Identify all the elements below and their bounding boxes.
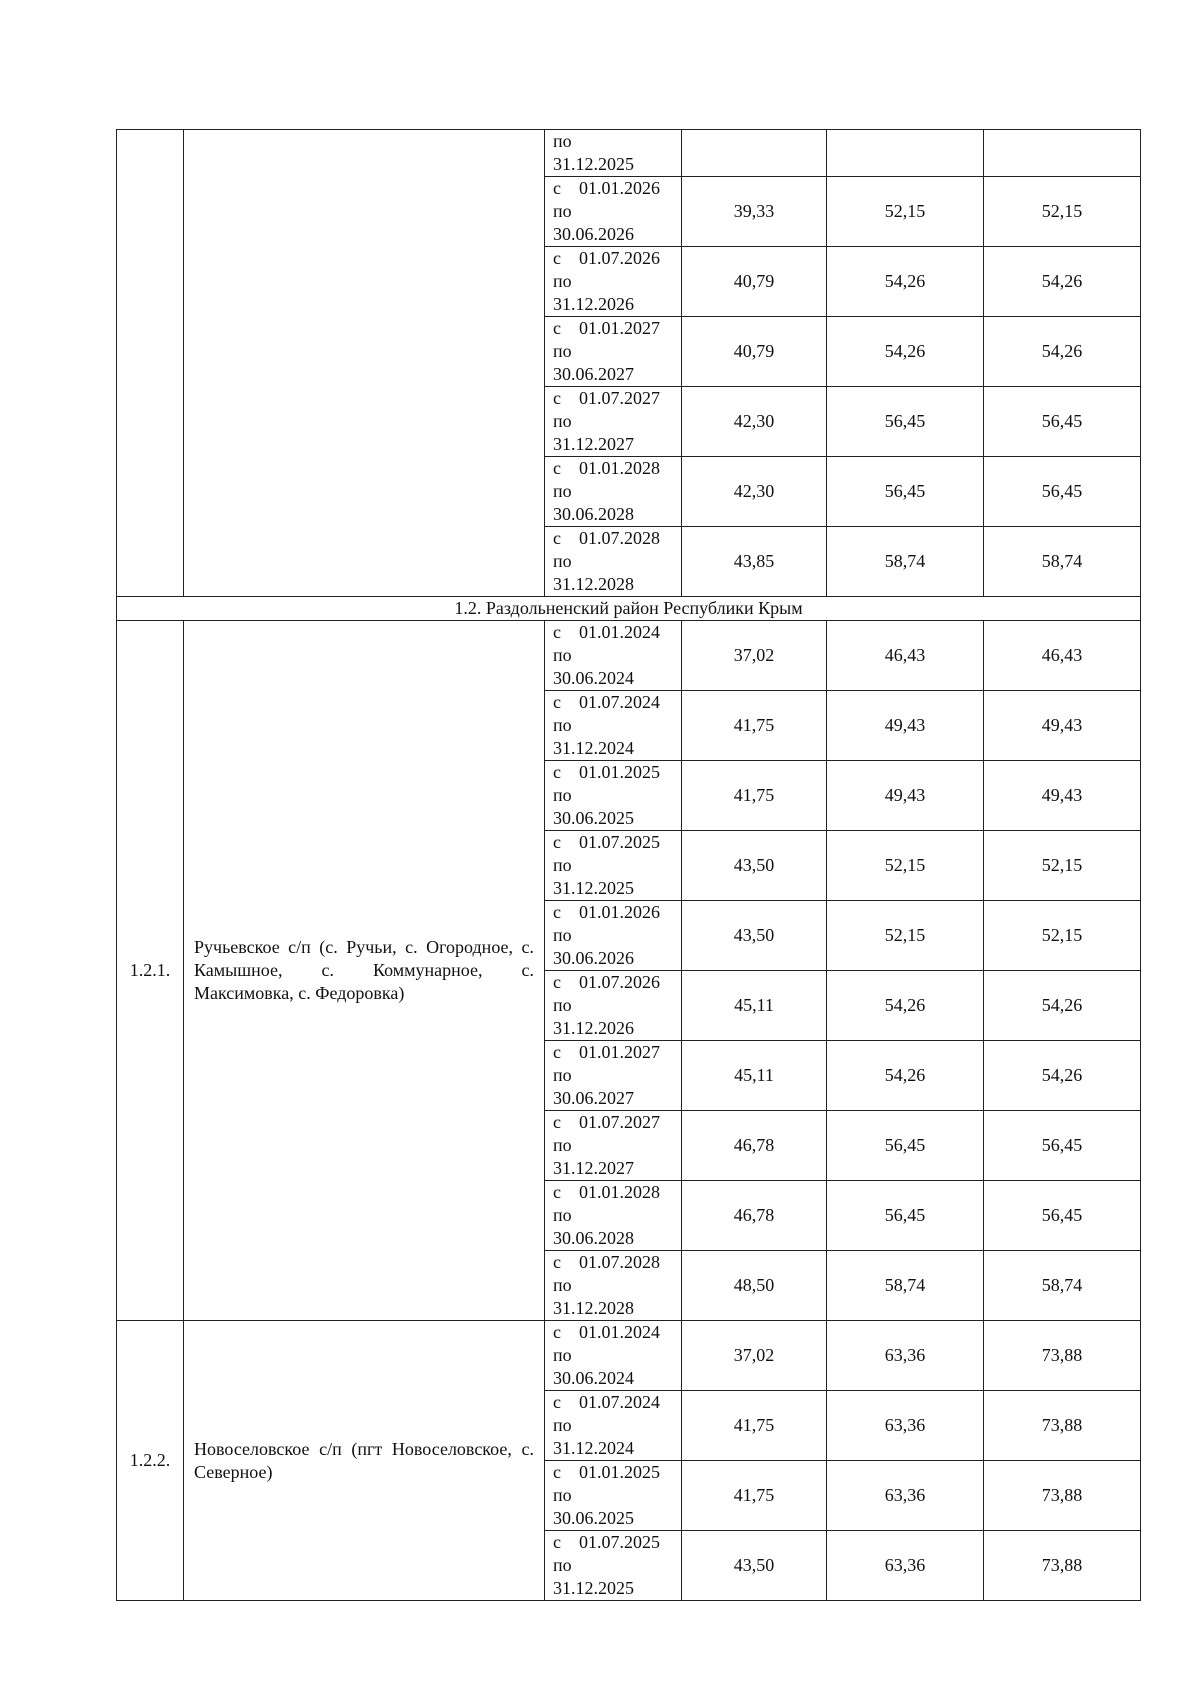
period-from-date: 01.07.2028 <box>579 1252 660 1272</box>
period-to-date: 30.06.2024 <box>553 1368 634 1388</box>
period-to-label: по <box>553 925 572 945</box>
value-3: 52,15 <box>984 177 1141 247</box>
period-from-date: 01.07.2024 <box>579 1392 660 1412</box>
period-to-label: по <box>553 271 572 291</box>
value-3 <box>984 130 1141 177</box>
period-to-date: 31.12.2025 <box>553 1578 634 1598</box>
period-from-label: с <box>553 528 561 548</box>
period-from-date: 01.01.2027 <box>579 1042 660 1062</box>
period-from-label: с <box>553 1392 561 1412</box>
period-cell <box>545 971 682 1041</box>
value-2: 63,36 <box>827 1321 984 1391</box>
period-to-date: 31.12.2026 <box>553 294 634 314</box>
value-3: 73,88 <box>984 1531 1141 1601</box>
period-from-date: 01.01.2027 <box>579 318 660 338</box>
value-3: 49,43 <box>984 691 1141 761</box>
period-to-date: 30.06.2024 <box>553 668 634 688</box>
value-2: 58,74 <box>827 527 984 597</box>
value-3: 56,45 <box>984 1181 1141 1251</box>
value-2: 54,26 <box>827 1041 984 1111</box>
value-1: 37,02 <box>682 1321 827 1391</box>
value-1: 46,78 <box>682 1181 827 1251</box>
period-from-label: с <box>553 1182 561 1202</box>
value-3: 54,26 <box>984 971 1141 1041</box>
period-to-label: по <box>553 341 572 361</box>
period-cell <box>545 1531 682 1601</box>
value-3: 73,88 <box>984 1461 1141 1531</box>
period-to-label: по <box>553 1555 572 1575</box>
period-from-date: 01.07.2025 <box>579 832 660 852</box>
value-3: 73,88 <box>984 1391 1141 1461</box>
period-to-date: 30.06.2028 <box>553 1228 634 1248</box>
period-from-label: с <box>553 1462 561 1482</box>
value-1: 43,85 <box>682 527 827 597</box>
value-1: 41,75 <box>682 691 827 761</box>
value-2: 63,36 <box>827 1461 984 1531</box>
period-from-label: с <box>553 762 561 782</box>
period-from-label: с <box>553 1322 561 1342</box>
value-2: 63,36 <box>827 1531 984 1601</box>
value-1: 46,78 <box>682 1111 827 1181</box>
value-2: 58,74 <box>827 1251 984 1321</box>
section-row <box>117 597 1141 621</box>
period-cell <box>545 177 682 247</box>
period-to-date: 30.06.2025 <box>553 808 634 828</box>
period-cell <box>545 691 682 761</box>
period-to-label: по <box>553 411 572 431</box>
period-to-date: 31.12.2025 <box>553 154 634 174</box>
period-cell <box>545 527 682 597</box>
period-to-date: 30.06.2026 <box>553 224 634 244</box>
period-cell <box>545 387 682 457</box>
period-from-date: 01.07.2028 <box>579 528 660 548</box>
value-3: 49,43 <box>984 761 1141 831</box>
period-to-label: по <box>553 1135 572 1155</box>
value-2: 52,15 <box>827 901 984 971</box>
period-to-date: 30.06.2028 <box>553 504 634 524</box>
period-cell <box>545 1321 682 1391</box>
value-2: 52,15 <box>827 177 984 247</box>
period-from-date: 01.01.2024 <box>579 622 660 642</box>
value-2: 56,45 <box>827 457 984 527</box>
value-1: 41,75 <box>682 1461 827 1531</box>
value-3: 54,26 <box>984 1041 1141 1111</box>
value-2: 49,43 <box>827 691 984 761</box>
period-to-date: 31.12.2026 <box>553 1018 634 1038</box>
section-title: 1.2. Раздольненский район Республики Крым <box>117 597 1141 621</box>
value-3: 56,45 <box>984 387 1141 457</box>
period-from-label: с <box>553 458 561 478</box>
period-cell <box>545 621 682 691</box>
period-from-label: с <box>553 972 561 992</box>
period-to-date: 30.06.2027 <box>553 364 634 384</box>
period-to-date: 31.12.2024 <box>553 1438 634 1458</box>
period-to-label: по <box>553 481 572 501</box>
period-cell <box>545 1251 682 1321</box>
value-2: 54,26 <box>827 317 984 387</box>
period-cell <box>545 1111 682 1181</box>
period-to-label: по <box>553 1205 572 1225</box>
value-3: 54,26 <box>984 317 1141 387</box>
value-1: 41,75 <box>682 761 827 831</box>
period-from-date: 01.01.2024 <box>579 1322 660 1342</box>
value-2: 49,43 <box>827 761 984 831</box>
period-to-label: по <box>553 1065 572 1085</box>
period-from-label: с <box>553 1042 561 1062</box>
period-cell <box>545 1461 682 1531</box>
value-3: 46,43 <box>984 621 1141 691</box>
period-from-date: 01.01.2025 <box>579 762 660 782</box>
table-row <box>117 1321 1141 1391</box>
period-from-label: с <box>553 318 561 338</box>
period-from-date: 01.01.2026 <box>579 178 660 198</box>
value-1: 43,50 <box>682 831 827 901</box>
period-to-date: 31.12.2027 <box>553 434 634 454</box>
period-to-date: 31.12.2024 <box>553 738 634 758</box>
period-from-date: 01.07.2024 <box>579 692 660 712</box>
period-to-date: 30.06.2025 <box>553 1508 634 1528</box>
value-1: 39,33 <box>682 177 827 247</box>
period-from-label: с <box>553 1112 561 1132</box>
value-1: 40,79 <box>682 317 827 387</box>
period-cell <box>545 901 682 971</box>
period-from-label: с <box>553 622 561 642</box>
tariff-table <box>116 129 1141 1601</box>
period-to-date: 30.06.2026 <box>553 948 634 968</box>
period-from-label: с <box>553 178 561 198</box>
value-2: 54,26 <box>827 247 984 317</box>
settlement-name-cell <box>184 130 545 597</box>
value-3: 54,26 <box>984 247 1141 317</box>
period-to-date: 31.12.2028 <box>553 1298 634 1318</box>
value-2: 56,45 <box>827 1111 984 1181</box>
period-from-date: 01.07.2027 <box>579 388 660 408</box>
period-from-date: 01.01.2028 <box>579 1182 660 1202</box>
value-1: 41,75 <box>682 1391 827 1461</box>
value-1 <box>682 130 827 177</box>
value-1: 40,79 <box>682 247 827 317</box>
period-from-date: 01.07.2026 <box>579 972 660 992</box>
period-cell <box>545 1391 682 1461</box>
period-from-date: 01.07.2026 <box>579 248 660 268</box>
period-to-label: по <box>553 995 572 1015</box>
value-3: 52,15 <box>984 901 1141 971</box>
period-cell <box>545 457 682 527</box>
period-to-label: по <box>553 785 572 805</box>
period-to-label: по <box>553 1275 572 1295</box>
period-from-label: с <box>553 1252 561 1272</box>
period-to-label: по <box>553 131 572 151</box>
period-from-label: с <box>553 248 561 268</box>
period-from-label: с <box>553 1532 561 1552</box>
value-2: 56,45 <box>827 387 984 457</box>
period-cell <box>545 1041 682 1111</box>
settlement-name-cell: Новоселовское с/п (пгт Новоселовское, с. Северное) <box>184 1321 545 1601</box>
value-2: 46,43 <box>827 621 984 691</box>
period-from-label: с <box>553 832 561 852</box>
period-from-date: 01.07.2025 <box>579 1532 660 1552</box>
period-cell <box>545 1181 682 1251</box>
value-3: 73,88 <box>984 1321 1141 1391</box>
value-1: 48,50 <box>682 1251 827 1321</box>
table-row <box>117 130 1141 177</box>
value-3: 52,15 <box>984 831 1141 901</box>
period-to-label: по <box>553 855 572 875</box>
period-from-label: с <box>553 388 561 408</box>
period-to-date: 30.06.2027 <box>553 1088 634 1108</box>
period-cell <box>545 317 682 387</box>
value-2: 54,26 <box>827 971 984 1041</box>
period-from-label: с <box>553 902 561 922</box>
period-to-label: по <box>553 715 572 735</box>
settlement-name-cell: Ручьевское с/п (с. Ручьи, с. Огородное, с. Камышное, с. Коммунарное, с. Максимовка, с. Федоровка) <box>184 621 545 1321</box>
value-1: 43,50 <box>682 1531 827 1601</box>
row-number-cell: 1.2.2. <box>117 1321 184 1601</box>
value-2: 52,15 <box>827 831 984 901</box>
value-1: 42,30 <box>682 387 827 457</box>
row-number-cell <box>117 130 184 597</box>
period-to-label: по <box>553 1345 572 1365</box>
period-cell <box>545 831 682 901</box>
value-3: 58,74 <box>984 1251 1141 1321</box>
period-cell <box>545 761 682 831</box>
period-from-date: 01.01.2028 <box>579 458 660 478</box>
period-to-date: 31.12.2025 <box>553 878 634 898</box>
period-to-label: по <box>553 201 572 221</box>
period-cell <box>545 247 682 317</box>
period-to-label: по <box>553 1415 572 1435</box>
period-to-label: по <box>553 1485 572 1505</box>
value-2: 63,36 <box>827 1391 984 1461</box>
period-to-label: по <box>553 645 572 665</box>
table-row <box>117 621 1141 691</box>
period-from-date: 01.01.2025 <box>579 1462 660 1482</box>
value-2: 56,45 <box>827 1181 984 1251</box>
value-1: 42,30 <box>682 457 827 527</box>
value-1: 43,50 <box>682 901 827 971</box>
period-to-label: по <box>553 551 572 571</box>
value-3: 58,74 <box>984 527 1141 597</box>
period-to-date: 31.12.2028 <box>553 574 634 594</box>
period-from-date: 01.07.2027 <box>579 1112 660 1132</box>
period-from-label: с <box>553 692 561 712</box>
period-from-date: 01.01.2026 <box>579 902 660 922</box>
value-1: 45,11 <box>682 971 827 1041</box>
value-1: 37,02 <box>682 621 827 691</box>
value-1: 45,11 <box>682 1041 827 1111</box>
value-3: 56,45 <box>984 1111 1141 1181</box>
row-number-cell: 1.2.1. <box>117 621 184 1321</box>
period-cell <box>545 130 682 177</box>
value-2 <box>827 130 984 177</box>
period-to-date: 31.12.2027 <box>553 1158 634 1178</box>
value-3: 56,45 <box>984 457 1141 527</box>
